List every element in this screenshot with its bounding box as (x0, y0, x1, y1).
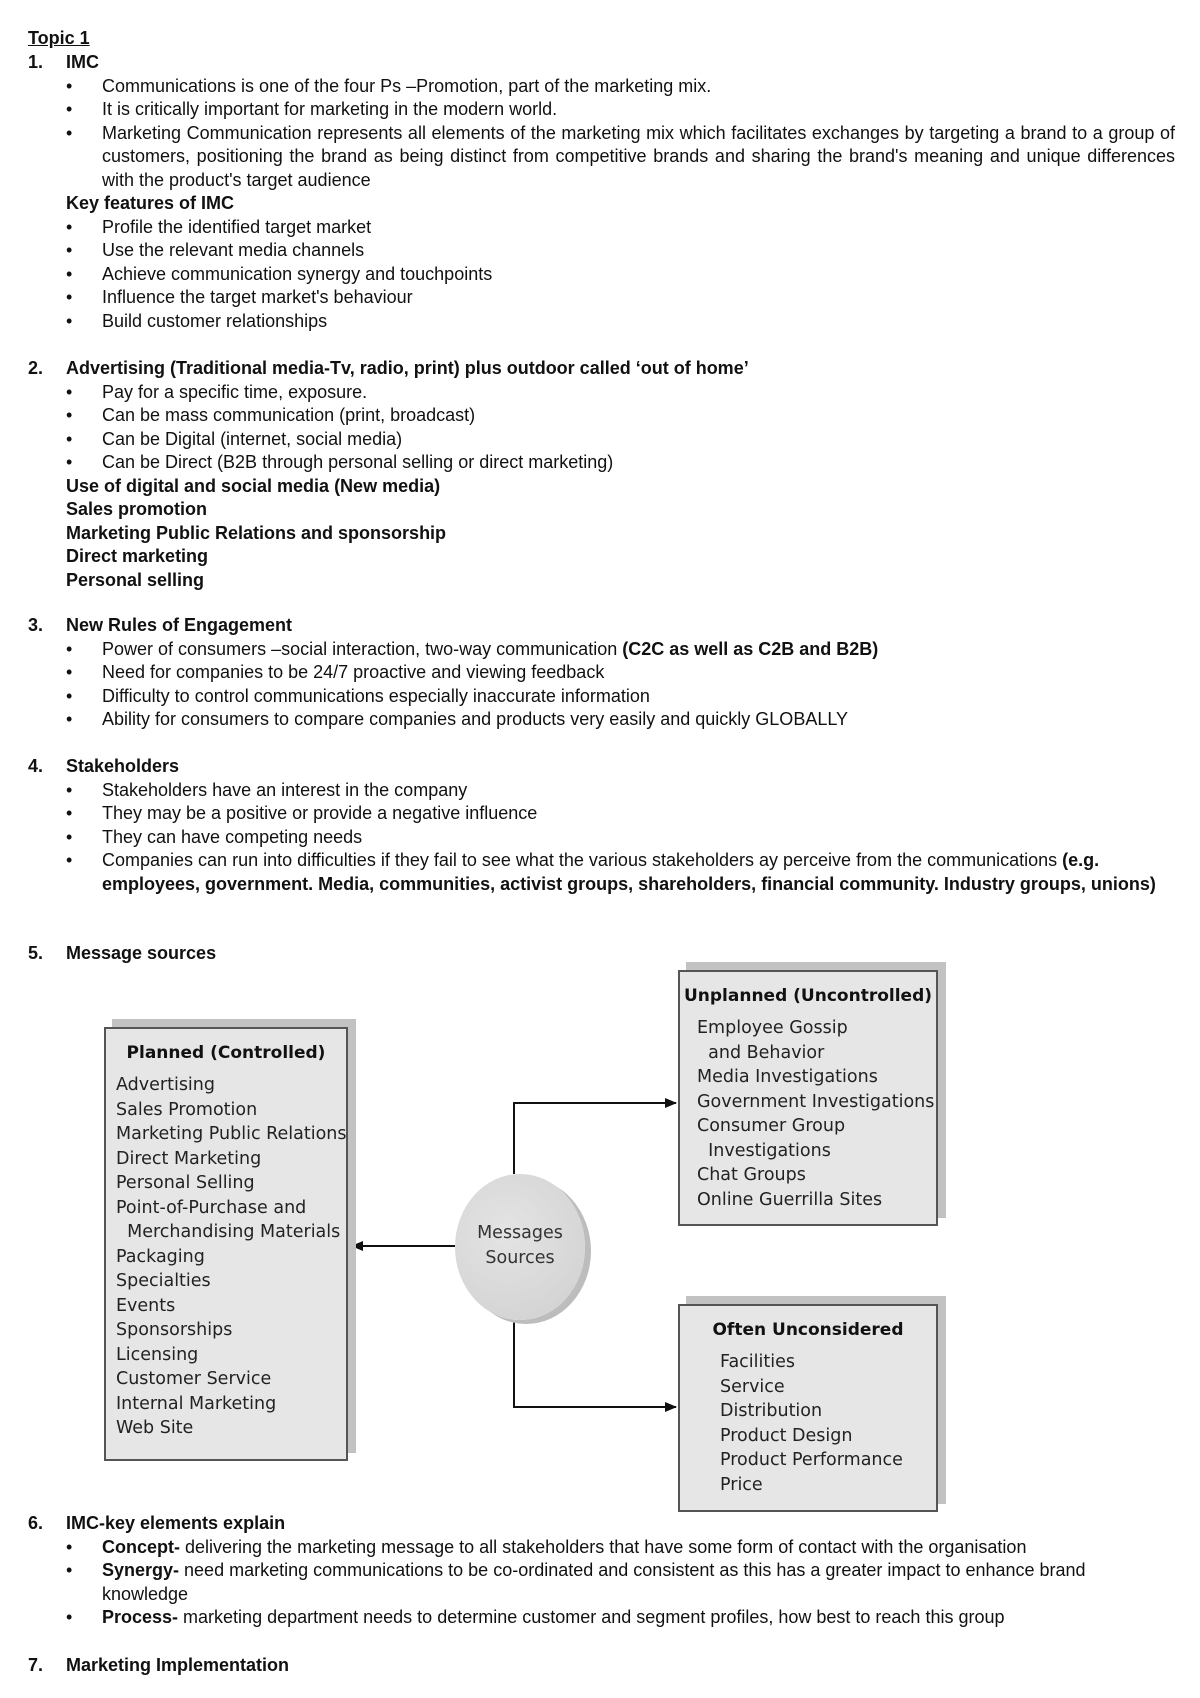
unconsidered-sources-box (678, 1304, 938, 1512)
source-item: Product Performance (720, 1450, 903, 1470)
list-item: • Influence the target market's behaviour (102, 286, 1175, 310)
list-item (102, 849, 1175, 896)
list-item (102, 1536, 1175, 1560)
list-item: • Can be mass communication (print, broadcast) (102, 404, 1175, 428)
source-item: Sales Promotion (116, 1099, 258, 1120)
source-item: Personal Selling (116, 1173, 255, 1193)
bullet-list (28, 1536, 1175, 1630)
list-item: • Stakeholders have an interest in the company (102, 779, 1175, 803)
list-item-bold: (e.g. employees, government. Media, communities, activist groups, shareholders, financial community. Industry groups, unions) (102, 850, 1156, 894)
source-item: Consumer Group (697, 1116, 846, 1136)
section-heading: Marketing Implementation (66, 1655, 290, 1675)
term: Process- (102, 1607, 179, 1627)
bullet-list (28, 638, 1175, 732)
source-item: Sponsorships (116, 1320, 233, 1340)
list-item: • Can be Digital (internet, social media) (102, 428, 1175, 452)
source-item: Facilities (720, 1352, 795, 1372)
list-item-text: Companies can run into difficulties if they fail to see what the various stakeholders ay perceive from the communications (102, 850, 1063, 870)
section-7 (28, 1654, 1175, 1678)
box-title: Unplanned (Uncontrolled) (683, 986, 933, 1006)
source-item: Employee Gossip (697, 1018, 848, 1038)
list-item: • They can have competing needs (102, 826, 1175, 850)
bullet-list (28, 381, 1175, 475)
source-item: Direct Marketing (116, 1148, 262, 1169)
list-item: • Communications is one of the four Ps –Promotion, part of the marketing mix. (102, 75, 1175, 99)
box-title: Often Unconsidered (712, 1320, 904, 1340)
arrow-to-unconsidered (514, 1320, 676, 1407)
definition: marketing department needs to determine customer and segment profiles, how best to reach this group (178, 1607, 1005, 1627)
subheading: Personal selling (66, 569, 205, 590)
planned-sources-box (104, 1027, 348, 1461)
subheading: Use of digital and social media (New media) (66, 475, 441, 496)
subheading: Direct marketing (66, 546, 209, 566)
section-heading: Advertising (Traditional media-Tv, radio, print) plus outdoor called ‘out of home’ (66, 358, 749, 378)
section-3 (28, 614, 1175, 732)
list-item (102, 1606, 1175, 1630)
definition: delivering the marketing message to all stakeholders that have some form of contact with the organisation (180, 1536, 1027, 1557)
list-item: • They may be a positive or provide a negative influence (102, 802, 1175, 826)
source-item: Licensing (116, 1344, 199, 1365)
source-item: Media Investigations (697, 1067, 878, 1087)
subheading: Sales promotion (66, 499, 208, 519)
list-item (102, 1559, 1175, 1606)
bullet-list (28, 216, 1175, 334)
bullet-list (28, 779, 1175, 897)
messages-sources-circle (455, 1174, 585, 1320)
definition: need marketing communications to be co-ordinated and consistent as this has a greater impact to enhance brand knowledge (102, 1560, 1086, 1604)
list-item: • Use the relevant media channels (102, 239, 1175, 263)
box-title: Planned (Controlled) (126, 1043, 326, 1063)
list-item (102, 638, 1175, 662)
source-item: Chat Groups (697, 1165, 806, 1185)
section-heading: IMC (66, 52, 99, 72)
source-item: Internal Marketing (116, 1393, 277, 1414)
source-item: Price (720, 1474, 763, 1495)
section-heading: IMC-key elements explain (66, 1513, 286, 1533)
section-number: 6. (28, 1513, 44, 1533)
source-item: Product Design (720, 1425, 853, 1446)
list-item: • Pay for a specific time, exposure. (102, 381, 1175, 405)
source-item: Government Investigations (697, 1091, 935, 1112)
list-item: • Profile the identified target market (102, 216, 1175, 240)
source-item: Advertising (116, 1075, 215, 1095)
source-item: Customer Service (116, 1369, 272, 1389)
key-features-heading: Key features of IMC (66, 193, 235, 213)
source-item: Point-of-Purchase and (116, 1197, 307, 1218)
source-item: Investigations (697, 1140, 831, 1161)
bullet-list (28, 75, 1175, 193)
source-item: Distribution (720, 1401, 823, 1421)
list-item-text: Power of consumers –social interaction, two-way communication (102, 638, 623, 659)
source-item: and Behavior (697, 1042, 825, 1063)
section-heading: Message sources (66, 943, 217, 963)
section-number: 5. (28, 943, 44, 963)
source-item: Service (720, 1376, 785, 1397)
source-item: Merchandising Materials (116, 1222, 341, 1242)
source-item: Events (116, 1295, 176, 1316)
source-item: Specialties (116, 1271, 211, 1291)
unplanned-sources-box (678, 970, 938, 1226)
term: Concept- (102, 1536, 180, 1557)
source-item: Online Guerrilla Sites (697, 1189, 883, 1210)
section-number: 2. (28, 358, 44, 378)
section-2 (28, 357, 1175, 592)
list-item: • Marketing Communication represents all elements of the marketing mix which facilitates exchanges by targeting a brand to a group of customers, positioning the brand as being distinct from competitive brands and sharing the brand's meaning and unique differences with the product's target audience (102, 122, 1175, 193)
list-item-bold: (C2C as well as C2B and B2B) (622, 638, 879, 659)
section-number: 4. (28, 756, 44, 776)
section-4 (28, 755, 1175, 896)
list-item: • Build customer relationships (102, 310, 1175, 334)
list-item: • Difficulty to control communications especially inaccurate information (102, 685, 1175, 709)
source-item: Web Site (116, 1418, 194, 1438)
section-1 (28, 51, 1175, 333)
section-6 (28, 1512, 1175, 1630)
list-item: • Can be Direct (B2B through personal selling or direct marketing) (102, 451, 1175, 475)
source-item: Marketing Public Relations (116, 1124, 347, 1144)
term: Synergy- (102, 1560, 180, 1580)
center-label-line: Messages (477, 1223, 563, 1243)
section-heading: New Rules of Engagement (66, 615, 293, 635)
topic-title: Topic 1 (28, 28, 90, 48)
list-item: • Achieve communication synergy and touchpoints (102, 263, 1175, 287)
list-item: • It is critically important for marketing in the modern world. (102, 98, 1175, 122)
section-number: 1. (28, 52, 44, 72)
arrow-to-unplanned (514, 1103, 676, 1174)
section-heading: Stakeholders (66, 756, 180, 776)
section-5 (28, 942, 1175, 966)
list-item: • Need for companies to be 24/7 proactive and viewing feedback (102, 661, 1175, 685)
section-number: 3. (28, 615, 44, 635)
center-label-line: Sources (485, 1248, 555, 1268)
subheading: Marketing Public Relations and sponsorship (66, 522, 447, 543)
source-item: Packaging (116, 1246, 205, 1267)
list-item: • Ability for consumers to compare companies and products very easily and quickly GLOBALLY (102, 708, 1175, 732)
section-number: 7. (28, 1655, 44, 1675)
